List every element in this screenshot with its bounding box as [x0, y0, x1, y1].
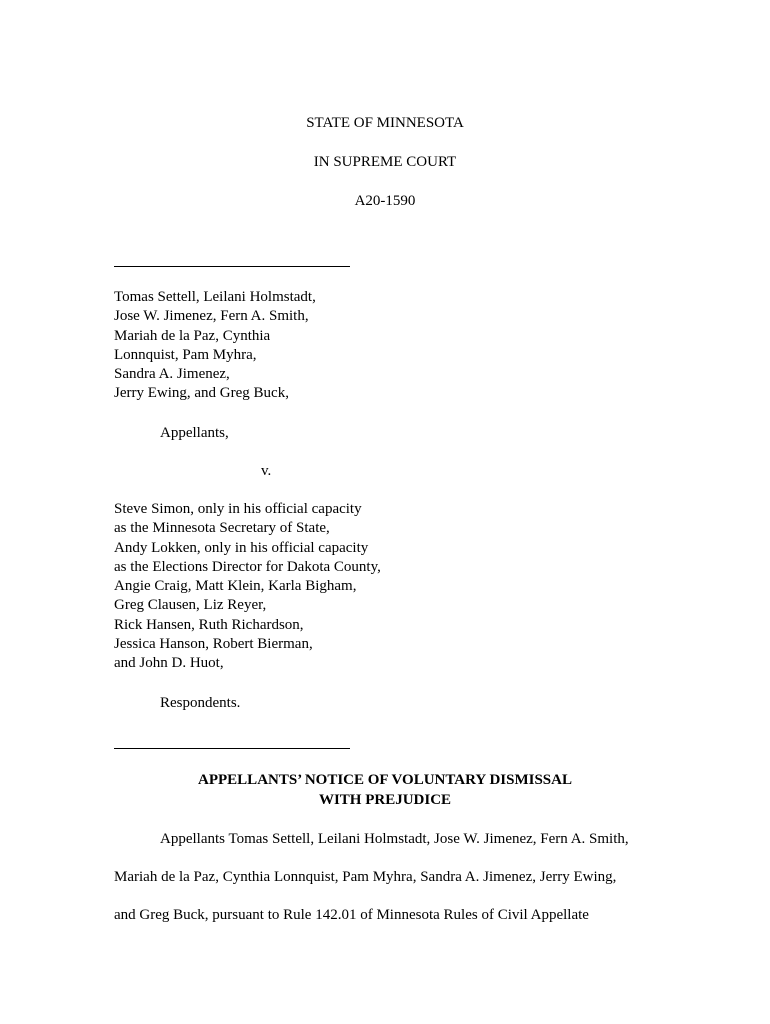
appellants-role: Appellants, — [160, 425, 229, 441]
caption-state: STATE OF MINNESOTA — [306, 115, 464, 131]
appellants-line: Jerry Ewing, and Greg Buck, — [114, 385, 289, 402]
appellants-line: Mariah de la Paz, Cynthia — [114, 327, 271, 344]
respondents-line: Andy Lokken, only in his official capacity — [114, 539, 369, 556]
caption-rule-bottom — [114, 748, 350, 749]
caption-case-number: A20-1590 — [354, 193, 416, 209]
respondents-line: and John D. Huot, — [114, 655, 224, 672]
body-line: Appellants Tomas Settell, Leilani Holmstadt, Jose W. Jimenez, Fern A. Smith, — [160, 831, 629, 847]
document-title-line-2: WITH PREJUDICE — [318, 792, 452, 808]
respondents-role: Respondents. — [160, 695, 241, 711]
respondents-line: as the Elections Director for Dakota County, — [114, 558, 381, 575]
caption-rule-top — [114, 266, 350, 267]
respondents-line: as the Minnesota Secretary of State, — [114, 520, 330, 537]
body-line: and Greg Buck, pursuant to Rule 142.01 of Minnesota Rules of Civil Appellate — [114, 907, 589, 923]
appellants-names — [114, 288, 316, 404]
body-line: Mariah de la Paz, Cynthia Lonnquist, Pam Myhra, Sandra A. Jimenez, Jerry Ewing, — [114, 869, 617, 885]
versus-label: v. — [261, 463, 272, 479]
appellants-line: Jose W. Jimenez, Fern A. Smith, — [114, 308, 309, 325]
respondents-names — [114, 500, 381, 674]
appellants-line: Lonnquist, Pam Myhra, — [114, 346, 257, 363]
respondents-line: Steve Simon, only in his official capacity — [114, 501, 362, 517]
appellants-line: Tomas Settell, Leilani Holmstadt, — [114, 289, 316, 305]
appellants-line: Sandra A. Jimenez, — [114, 366, 230, 383]
respondents-line: Rick Hansen, Ruth Richardson, — [114, 616, 304, 633]
caption-court: IN SUPREME COURT — [313, 154, 457, 170]
document-title-line-1: APPELLANTS’ NOTICE OF VOLUNTARY DISMISSAL — [198, 772, 572, 788]
respondents-line: Greg Clausen, Liz Reyer, — [114, 597, 267, 614]
respondents-line: Jessica Hanson, Robert Bierman, — [114, 636, 313, 653]
respondents-line: Angie Craig, Matt Klein, Karla Bigham, — [114, 578, 357, 595]
